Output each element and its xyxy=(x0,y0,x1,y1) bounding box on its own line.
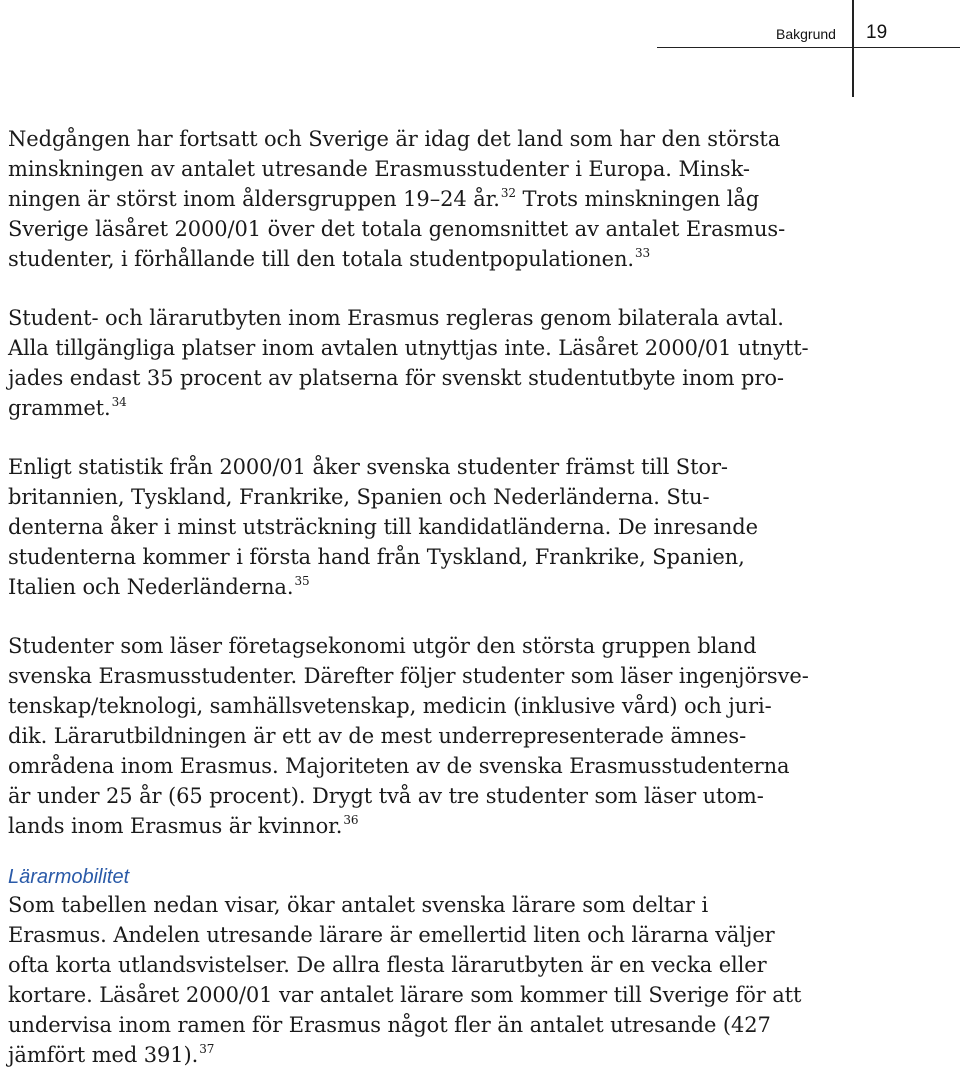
text-line: jades endast 35 procent av platserna för svenskt studentutbyte inom pro- xyxy=(8,366,784,390)
paragraph-1 xyxy=(8,124,830,274)
text-line: är under 25 år (65 procent). Drygt två av tre studenter som läser utom- xyxy=(8,784,764,808)
text-line: denterna åker i minst utsträckning till kandidatländerna. De inresande xyxy=(8,515,758,539)
text-segment: jämfört med 391). xyxy=(8,1043,199,1067)
text-line xyxy=(8,184,830,214)
footnote-marker-37[interactable]: 37 xyxy=(199,1042,215,1056)
text-segment: grammet. xyxy=(8,396,111,420)
text-line: Enligt statistik från 2000/01 åker svenska studenter främst till Stor- xyxy=(8,455,728,479)
text-line: Alla tillgängliga platser inom avtalen utnyttjas inte. Läsåret 2000/01 utnytt- xyxy=(8,336,809,360)
footnote-marker-34[interactable]: 34 xyxy=(111,395,127,409)
text-line xyxy=(8,811,830,841)
text-segment: Trots minskningen låg xyxy=(515,187,760,211)
text-segment: Italien och Nederländerna. xyxy=(8,575,294,599)
text-line: Nedgången har fortsatt och Sverige är idag det land som har den största xyxy=(8,127,781,151)
paragraph-5 xyxy=(8,890,830,1070)
text-line: Som tabellen nedan visar, ökar antalet svenska lärare som deltar i xyxy=(8,893,709,917)
text-segment: lands inom Erasmus är kvinnor. xyxy=(8,814,343,838)
header-divider xyxy=(852,0,854,97)
text-line: undervisa inom ramen för Erasmus något fler än antalet utresande (427 xyxy=(8,1013,771,1037)
paragraph-4 xyxy=(8,631,830,841)
text-line xyxy=(8,572,830,602)
text-line xyxy=(8,393,830,423)
footnote-marker-33[interactable]: 33 xyxy=(635,246,651,260)
running-head: Bakgrund xyxy=(776,26,836,42)
text-line: Erasmus. Andelen utresande lärare är emellertid liten och lärarna väljer xyxy=(8,923,775,947)
section-heading: Lärarmobilitet xyxy=(8,866,130,888)
text-line: ofta korta utlandsvistelser. De allra flesta lärarutbyten är en vecka eller xyxy=(8,953,767,977)
text-segment: ningen är störst inom åldersgruppen 19–24 år. xyxy=(8,187,500,211)
page-number: 19 xyxy=(866,22,888,43)
footnote-marker-32[interactable]: 32 xyxy=(500,186,516,200)
text-segment: studenter, i förhållande till den totala studentpopulationen. xyxy=(8,247,635,271)
text-line: studenterna kommer i första hand från Tyskland, Frankrike, Spanien, xyxy=(8,545,745,569)
text-line xyxy=(8,1040,830,1070)
text-line: minskningen av antalet utresande Erasmusstudenter i Europa. Minsk- xyxy=(8,157,750,181)
text-line xyxy=(8,244,830,274)
text-line: tenskap/teknologi, samhällsvetenskap, medicin (inklusive vård) och juri- xyxy=(8,694,772,718)
text-line: Student- och lärarutbyten inom Erasmus regleras genom bilaterala avtal. xyxy=(8,306,784,330)
footnote-marker-36[interactable]: 36 xyxy=(343,813,359,827)
header-rule xyxy=(657,47,960,48)
paragraph-3 xyxy=(8,452,830,602)
text-line: svenska Erasmusstudenter. Därefter följer studenter som läser ingenjörsve- xyxy=(8,664,809,688)
paragraph-2 xyxy=(8,303,830,423)
text-line: områdena inom Erasmus. Majoriteten av de svenska Erasmusstudenterna xyxy=(8,754,790,778)
footnote-marker-35[interactable]: 35 xyxy=(294,574,310,588)
text-line: kortare. Läsåret 2000/01 var antalet lärare som kommer till Sverige för att xyxy=(8,983,802,1007)
text-line: britannien, Tyskland, Frankrike, Spanien och Nederländerna. Stu- xyxy=(8,485,710,509)
text-line: dik. Lärarutbildningen är ett av de mest underrepresenterade ämnes- xyxy=(8,724,747,748)
page-body xyxy=(8,124,830,1070)
text-line: Studenter som läser företagsekonomi utgör den största gruppen bland xyxy=(8,634,757,658)
text-line: Sverige läsåret 2000/01 över det totala genomsnittet av antalet Erasmus- xyxy=(8,217,786,241)
